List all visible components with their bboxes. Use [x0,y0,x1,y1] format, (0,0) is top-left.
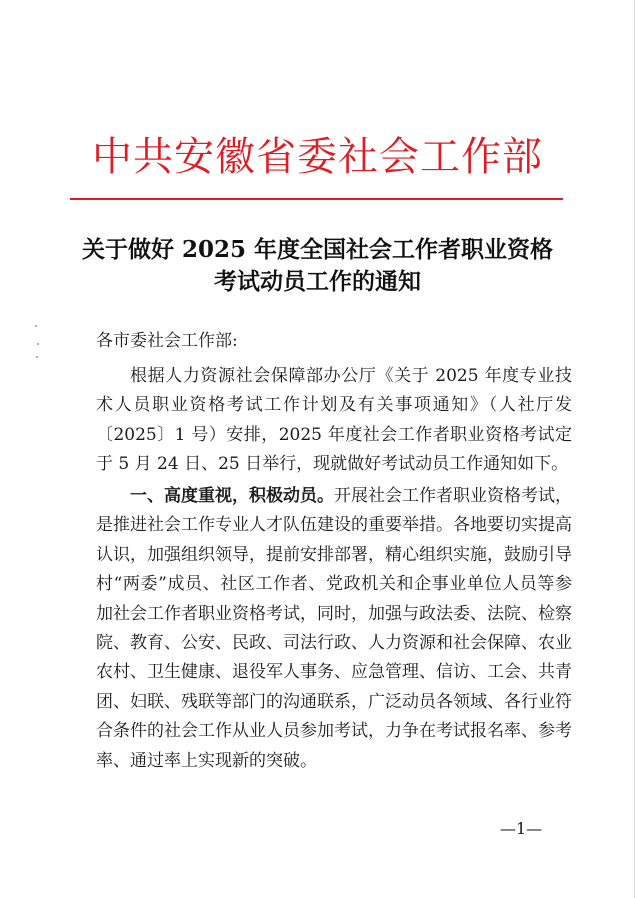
scan-speck [37,343,39,345]
issuing-authority-header: 中共安徽省委社会工作部 [92,134,543,180]
red-header-rule [70,198,563,200]
body-paragraph-1: 根据人力资源社会保障部办公厅《关于 2025 年度专业技术人员职业资格考试工作计划及有关事项通知》（人社厅发〔2025〕1 号）安排，2025 年度社会工作者职业资格考试定于 5 月 24 日、25 日举行，现就做好考试动员工作通知如下。 [96,366,572,475]
section-body-1: 开展社会工作者职业资格考试，是推进社会工作专业人才队伍建设的重要举措。各地要切实提高认识，加强组织领导，提前安排部署，精心组织实施，鼓励引导村“两委”成员、社区工作者、党政机关和企事业单位人员等参加社会工作者职业资格考试，同时，加强与政法委、法院、检察院、教育、公安、民政、司法行政、人力资源和社会保障、农业农村、卫生健康、退役军人事务、应急管理、信访、工会、共青团、妇联、残联等部门的沟通联系，广泛动员各领域、各行业符合条件的社会工作从业人员参加考试，力争在考试报名率、参考率、通过率上实现新的突破。 [96,486,572,771]
body-paragraph-2 [96,482,572,776]
document-title-line-1: 关于做好 2025 年度全国社会工作者职业资格 [81,236,554,263]
section-heading-1: 一、高度重视，积极动员。 [130,486,334,506]
document-title-line-2: 考试动员工作的通知 [214,268,421,295]
scan-speck [36,356,38,358]
scan-speck [35,325,37,327]
page-number: —1— [500,819,543,838]
salutation: 各市委社会工作部: [96,331,238,351]
